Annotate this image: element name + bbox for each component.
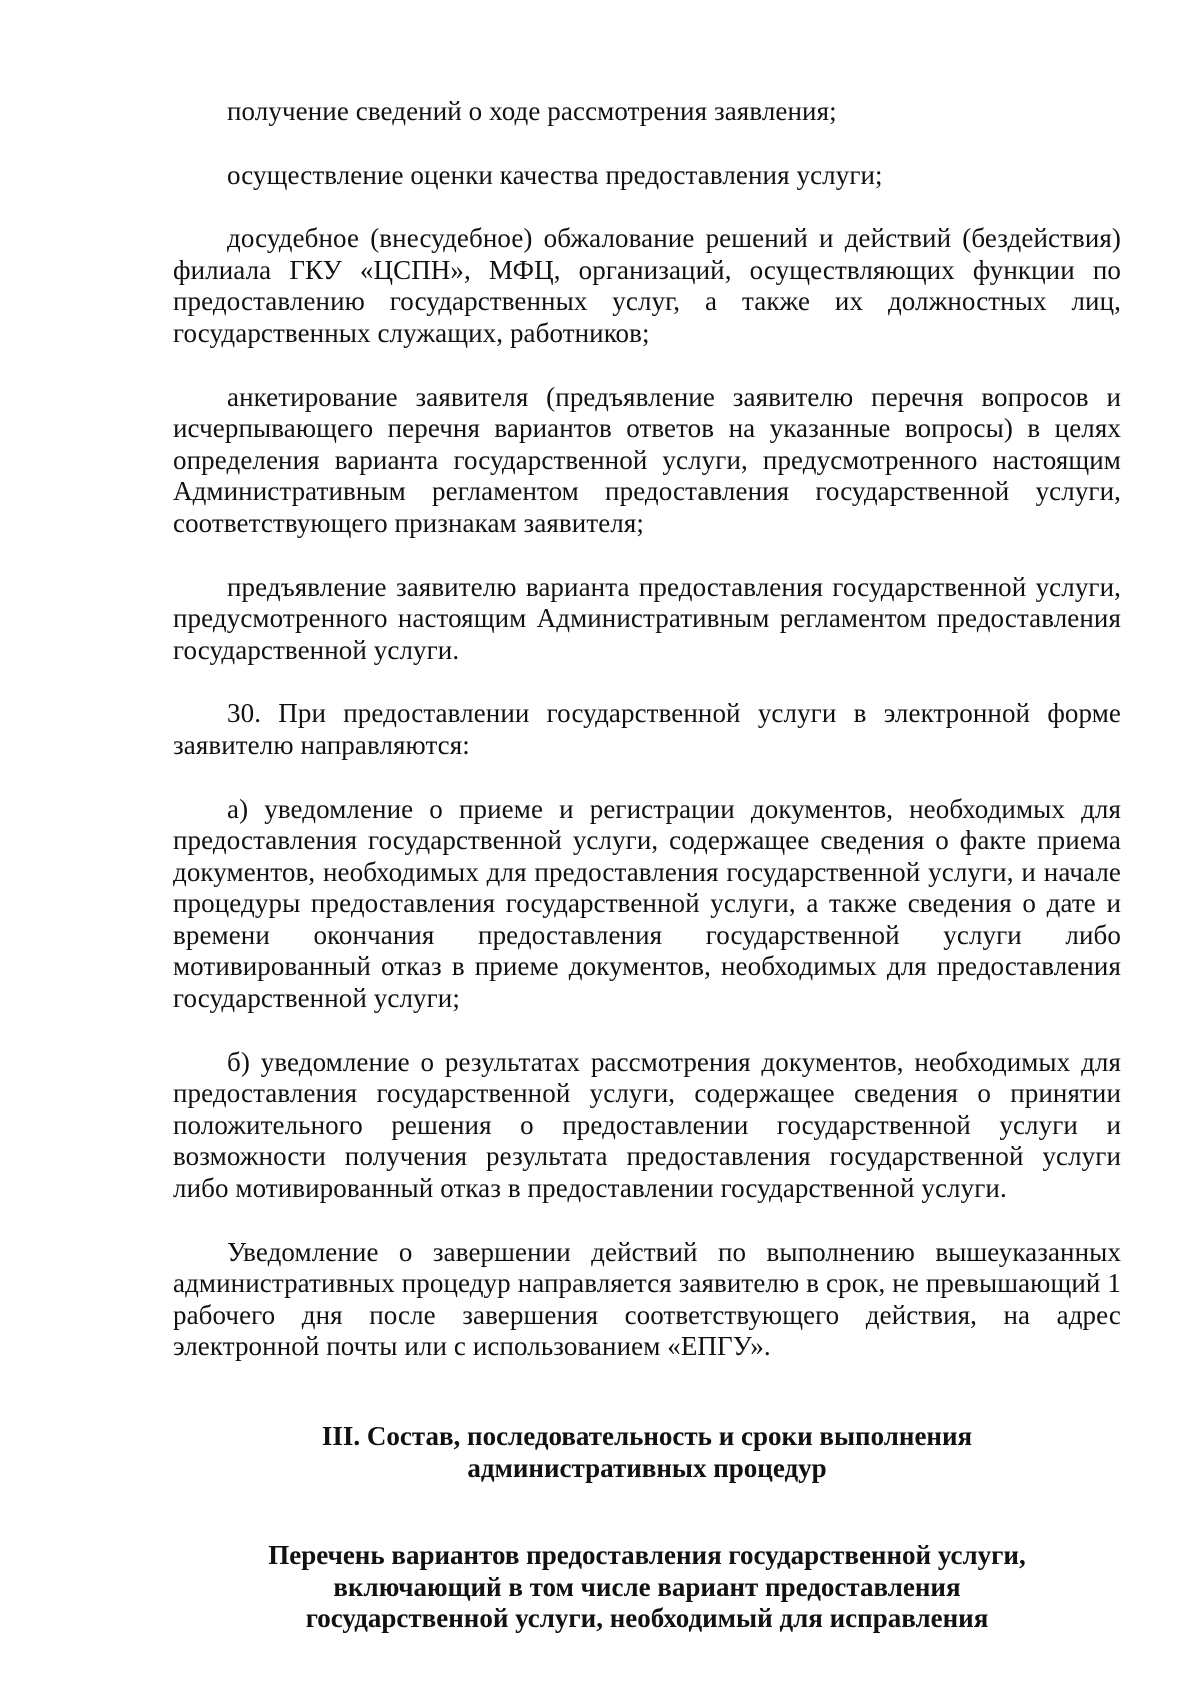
subsection-heading [173, 1540, 1121, 1635]
paragraph-pretrial-appeal: досудебное (внесудебное) обжалование решений и действий (бездействия) филиала ГКУ «ЦСПН», МФЦ, организаций, осуществляющих функции по предоставлению государственных услуг, а также их должностных лиц, государственных служащих, работников; [173, 223, 1121, 348]
subsection-heading-line-2: включающий в том числе вариант предоставления [333, 1571, 961, 1602]
section-heading-line-2: административных процедур [467, 1452, 827, 1483]
paragraph-item-b: б) уведомление о результатах рассмотрения документов, необходимых для предоставления государственной услуги, содержащее сведения о принятии положительного решения о предоставлении государственной услуги и возможности получения результата предоставления государственной услуги либо мотивированный отказ в предоставлении государственной услуги. [173, 1046, 1121, 1204]
paragraph-item-a: а) уведомление о приеме и регистрации документов, необходимых для предоставления государственной услуги, содержащее сведения о факте приема документов, необходимых для предоставления государственной услуги, и начале процедуры предоставления государственной услуги, а также сведения о дате и времени окончания предоставления государственной услуги либо мотивированный отказ в приеме документов, необходимых для предоставления государственной услуги; [173, 793, 1121, 1014]
section-heading [173, 1421, 1121, 1484]
subsection-heading-line-3: государственной услуги, необходимый для исправления [305, 1603, 989, 1634]
section-heading-line-1: III. Состав, последовательность и сроки выполнения [321, 1421, 973, 1451]
paragraph-status-info: получение сведений о ходе рассмотрения заявления; [227, 96, 837, 126]
paragraph-questionnaire: анкетирование заявителя (предъявление заявителю перечня вопросов и исчерпывающего перечня вариантов ответов на указанные вопросы) в целях определения варианта государственной услуги, предусмотренного настоящим Административным регламентом предоставления государственной услуги, соответствующего признакам заявителя; [173, 381, 1121, 538]
paragraph-variant-presentation: предъявление заявителю варианта предоставления государственной услуги, предусмотренного настоящим Административным регламентом предоставления государственной услуги. [173, 571, 1121, 665]
paragraph-item-30: 30. При предоставлении государственной услуги в электронной форме заявителю направляются: [173, 698, 1121, 760]
document-body [173, 96, 1121, 1635]
paragraph-notification: Уведомление о завершении действий по выполнению вышеуказанных административных процедур направляется заявителю в срок, не превышающий 1 рабочего дня после завершения соответствующего действия, на адрес электронной почты или с использованием «ЕПГУ». [173, 1236, 1121, 1362]
subsection-heading-line-1: Перечень вариантов предоставления государственной услуги, [268, 1540, 1026, 1571]
paragraph-quality-assessment: осуществление оценки качества предоставления услуги; [227, 159, 883, 190]
